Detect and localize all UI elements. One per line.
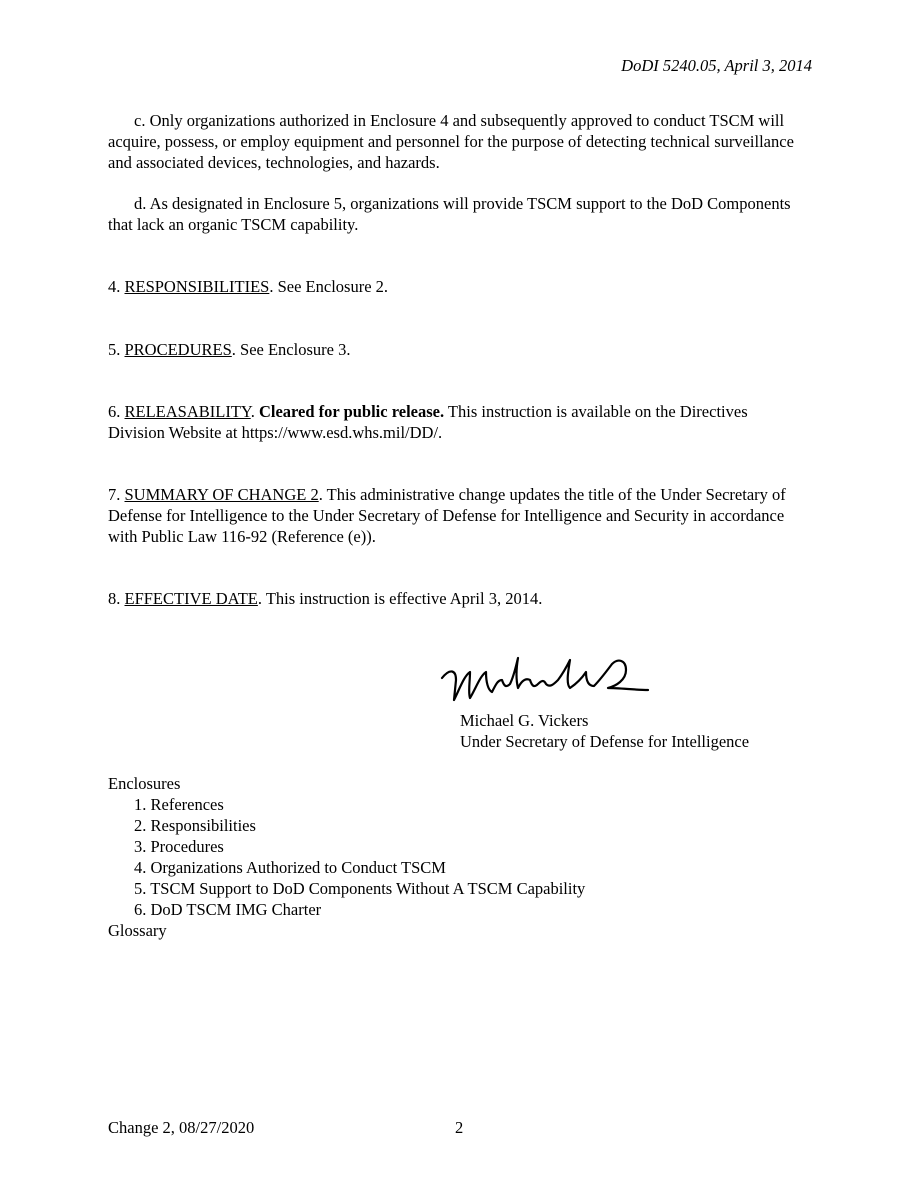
section-8-title: EFFECTIVE DATE bbox=[124, 589, 258, 608]
section-7-title: SUMMARY OF CHANGE 2 bbox=[124, 485, 319, 504]
section-5-text: . See Enclosure 3. bbox=[231, 340, 351, 359]
section-8 bbox=[108, 588, 808, 609]
enclosures-heading: Enclosures bbox=[108, 774, 181, 793]
page-header: DoDI 5240.05, April 3, 2014 bbox=[621, 56, 812, 75]
handwritten-signature bbox=[436, 654, 651, 706]
page-number: 2 bbox=[455, 1118, 464, 1137]
section-7 bbox=[108, 484, 808, 547]
section-8-number: 8. bbox=[108, 589, 125, 608]
section-4-number: 4. bbox=[108, 277, 125, 296]
section-6-title: RELEASABILITY bbox=[124, 402, 251, 421]
section-7-text: . This administrative change updates the title of the Under Secretary of Defense for Intelligence to the Under Secretary of Defense for Intelligence and Security in accordance with Public Law 116-92 (Reference (e)). bbox=[108, 485, 786, 546]
glossary-label: Glossary bbox=[108, 921, 167, 940]
section-4 bbox=[108, 276, 808, 297]
section-4-title: RESPONSIBILITIES bbox=[124, 277, 270, 296]
enclosure-item: 1. References bbox=[134, 795, 224, 814]
paragraph-c: c. Only organizations authorized in Enclosure 4 and subsequently approved to conduct TSCM will acquire, possess, or employ equipment and personnel for the purpose of detecting technical surveillance and associated devices, technologies, and hazards. bbox=[108, 111, 794, 172]
enclosure-item: 2. Responsibilities bbox=[134, 816, 256, 835]
section-6-separator: . bbox=[250, 402, 259, 421]
section-4-text: . See Enclosure 2. bbox=[269, 277, 389, 296]
section-8-text: . This instruction is effective April 3, 2014. bbox=[257, 589, 543, 608]
signer-title: Under Secretary of Defense for Intelligence bbox=[460, 732, 750, 751]
enclosure-item: 5. TSCM Support to DoD Components Without A TSCM Capability bbox=[134, 879, 586, 898]
section-7-number: 7. bbox=[108, 485, 125, 504]
signer-name: Michael G. Vickers bbox=[460, 711, 589, 730]
section-5 bbox=[108, 339, 808, 360]
section-6 bbox=[108, 401, 808, 443]
section-5-title: PROCEDURES bbox=[124, 340, 232, 359]
paragraph-d: d. As designated in Enclosure 5, organizations will provide TSCM support to the DoD Components that lack an organic TSCM capability. bbox=[108, 194, 791, 234]
section-6-text: This instruction is available on the Directives Division Website at https://www.esd.whs.mil/DD/. bbox=[108, 402, 748, 442]
footer-change-date: Change 2, 08/27/2020 bbox=[108, 1118, 255, 1137]
signature-block bbox=[460, 710, 749, 752]
enclosure-item: 6. DoD TSCM IMG Charter bbox=[134, 900, 322, 919]
section-6-number: 6. bbox=[108, 402, 125, 421]
enclosures-list bbox=[108, 773, 585, 941]
section-5-number: 5. bbox=[108, 340, 125, 359]
enclosure-item: 3. Procedures bbox=[134, 837, 224, 856]
enclosure-item: 4. Organizations Authorized to Conduct TSCM bbox=[134, 858, 446, 877]
section-6-bold: Cleared for public release. bbox=[258, 402, 445, 421]
